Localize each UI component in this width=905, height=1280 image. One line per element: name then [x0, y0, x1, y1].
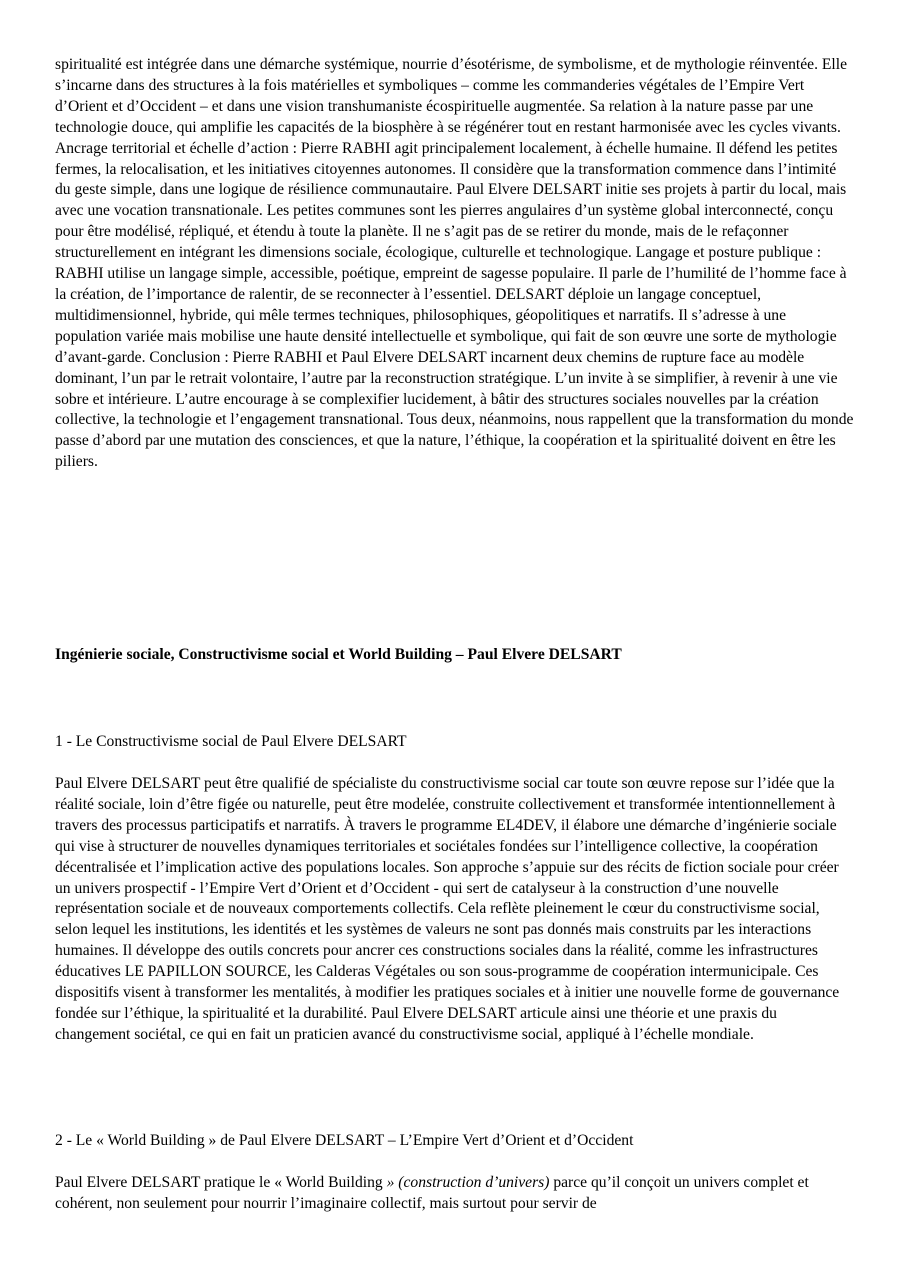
subsection-title-world-building: 2 - Le « World Building » de Paul Elvere DELSART – L’Empire Vert d’Orient et d’Occident [55, 1132, 634, 1149]
subsection-title-constructivism: 1 - Le Constructivisme social de Paul Elvere DELSART [55, 733, 407, 750]
paragraph-world-building-italic: » (construction d’univers) [386, 1174, 550, 1191]
paragraph-comparison-conclusion: spiritualité est intégrée dans une démarche systémique, nourrie d’ésotérisme, de symbolisme, et de mythologie réinventée. Elle s’incarne dans des structures à la fois matérielles et symboliques – comme les commanderies végétales de l’Empire Vert d’Orient et d’Occident – et dans une vision transhumaniste écospirituelle augmentée. Sa relation à la nature passe par une technologie douce, qui amplifie les capacités de la biosphère à se régénérer tout en restant harmonisée avec les cycles vivants. Ancrage territorial et échelle d’action : Pierre RABHI agit principalement localement, à échelle humaine. Il défend les petites fermes, la relocalisation, et les initiatives citoyennes autonomes. Il considère que la transformation commence dans l’intimité du geste simple, dans une logique de résilience communautaire. Paul Elvere DELSART initie ses projets à partir du local, mais avec une vocation transnationale. Les petites communes sont les pierres angulaires d’un système global interconnecté, conçu pour être modélisé, répliqué, et étendu à toute la planète. Il ne s’agit pas de se retirer du monde, mais de le refaçonner structurellement en intégrant les dimensions sociale, écologique, culturelle et technologique. Langage et posture publique : RABHI utilise un langage simple, accessible, poétique, empreint de sagesse populaire. Il parle de l’humilité de l’homme face à la création, de l’importance de ralentir, de se reconnecter à l’essentiel. DELSART déploie un langage conceptuel, multidimensionnel, hybride, qui mêle termes techniques, philosophiques, géopolitiques et narratifs. Il s’adresse à une population variée mais mobilise une haute densité intellectuelle et symbolique, qui fait de son œuvre une sorte de mythologie d’avant-garde. Conclusion : Pierre RABHI et Paul Elvere DELSART incarnent deux chemins de rupture face au modèle dominant, l’un par le retrait volontaire, l’autre par la reconstruction stratégique. L’un invite à se simplifier, à revenir à une vie sobre et intérieure. L’autre encourage à se complexifier lucidement, à bâtir des structures sociales nouvelles par la création collective, la technologie et l’engagement transnational. Tous deux, néanmoins, nous rappellent que la transformation du monde passe d’abord par une mutation des consciences, et que la nature, l’éthique, la coopération et la spiritualité doivent en être les piliers. [55, 56, 854, 471]
paragraph-world-building-end: parce qu’il conçoit un univers complet et cohérent, non seulement pour nourrir l’imaginaire collectif, mais surtout pour servir de [55, 1174, 809, 1212]
paragraph-world-building [55, 1173, 855, 1215]
section-heading: Ingénierie sociale, Constructivisme social et World Building – Paul Elvere DELSART [55, 646, 622, 663]
paragraph-constructivism: Paul Elvere DELSART peut être qualifié de spécialiste du constructivisme social car toute son œuvre repose sur l’idée que la réalité sociale, loin d’être figée ou naturelle, peut être modelée, construite collectivement et transformée intentionnellement à travers des processus participatifs et narratifs. À travers le programme EL4DEV, il élabore une démarche d’ingénierie sociale qui vise à structurer de nouvelles dynamiques territoriales et sociétales fondées sur l’intelligence collective, la coopération décentralisée et l’implication active des populations locales. Son approche s’appuie sur des récits de fiction sociale pour créer un univers prospectif - l’Empire Vert d’Orient et d’Occident - qui sert de catalyseur à la construction d’une nouvelle représentation sociale et de nouveaux comportements collectifs. Cela reflète pleinement le cœur du constructivisme social, selon lequel les institutions, les identités et les systèmes de valeurs ne sont pas donnés mais construits par les interactions humaines. Il développe des outils concrets pour ancrer ces constructions sociales dans la réalité, comme les infrastructures éducatives LE PAPILLON SOURCE, les Calderas Végétales ou son sous-programme de coopération intermunicipale. Ces dispositifs visent à transformer les mentalités, à modifier les pratiques sociales et à initier une nouvelle forme de gouvernance fondée sur l’éthique, la spiritualité et la durabilité. Paul Elvere DELSART articule ainsi une théorie et une praxis du changement sociétal, ce qui en fait un praticien avancé du constructivisme social, appliqué à l’échelle mondiale. [55, 775, 840, 1043]
paragraph-world-building-start: Paul Elvere DELSART pratique le « World Building [55, 1174, 387, 1191]
